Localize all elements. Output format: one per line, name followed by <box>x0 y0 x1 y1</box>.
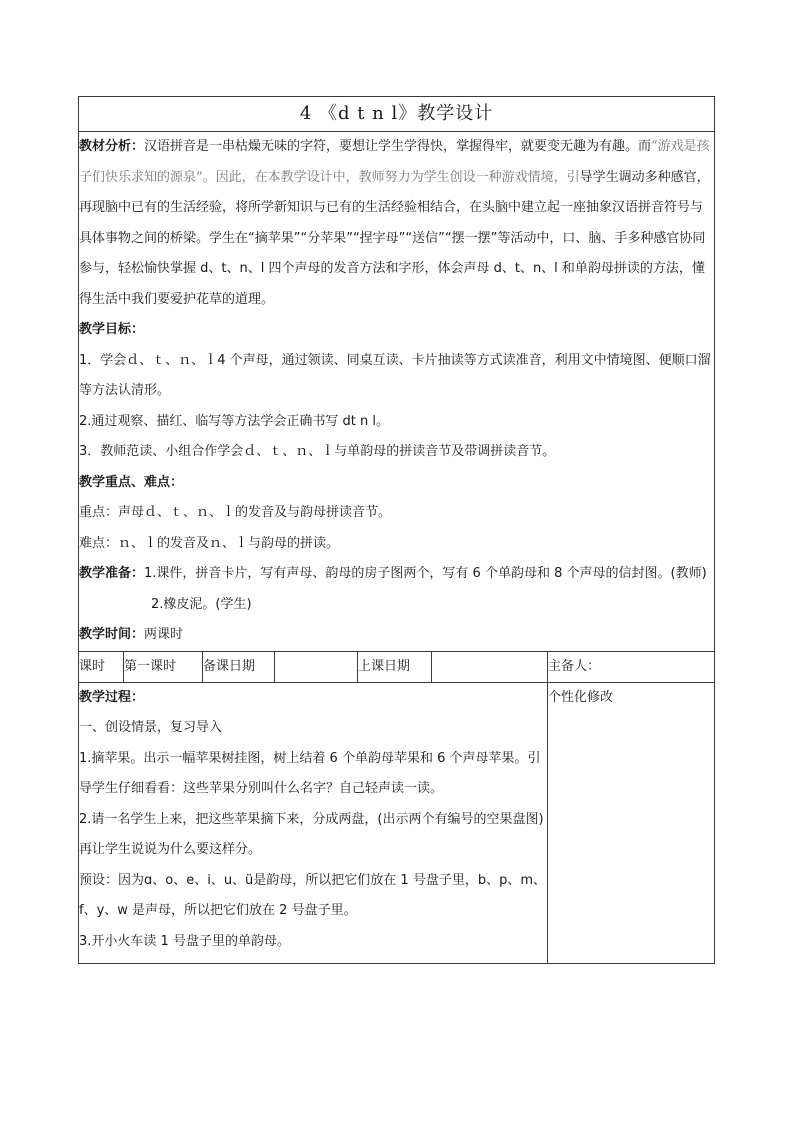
prep-date-label: 备课日期 <box>203 651 275 682</box>
process-item: 3.开小火车读 1 号盘子里的单韵母。 <box>79 933 290 949</box>
time-label: 教学时间： <box>79 627 145 642</box>
goal-item: 3．教师范读、小组合作学会ｄ、ｔ、ｎ、ｌ与单韵母的拼读音节及带调拼读音节。 <box>79 444 556 459</box>
period-value: 第一课时 <box>124 651 203 682</box>
difficulty-text: 难点：ｎ、ｌ的发音及ｎ、ｌ与韵母的拼读。 <box>79 535 340 551</box>
process-label: 教学过程： <box>79 689 145 705</box>
analysis-text-b: 导学生调动多种感官，再现脑中已有的生活经验，将所学新知识与已有的生活经验相结合，在头脑中建立起一座抽象汉语拼音符号与具体事物之间的桥梁。学生在“摘苹果”“分苹果”“捏字母”“送信”“摆一摆”等活动中，口、脑、手多种感官协同参与，轻松愉快掌握 d、t、n、l 四个声母的发音方法和字形，体会声母 d、t、n、l 和单韵母拼读的方法，懂得生活中我们要爱护花草的道理。 <box>79 169 710 307</box>
prep-label: 教学准备： <box>79 566 145 581</box>
analysis-quote: “游戏是孩子们快乐求知的源泉”。因此，在本教学设计中，教师努力为学生创设一种游戏情境，引 <box>79 139 710 185</box>
lead-preparer-label: 主备人： <box>548 651 715 682</box>
key-points-label: 教学重点、难点： <box>79 474 184 490</box>
focus-text: 重点：声母ｄ、ｔ、ｎ、ｌ的发音及与韵母拼读音节。 <box>79 505 392 520</box>
process-section <box>79 682 548 963</box>
process-item: 一、创设情景，复习导入 <box>79 720 223 735</box>
process-item: 2.请一名学生上来，把这些苹果摘下来，分成两盘，(出示两个有编号的空果盘图)再让学生说说为什么要这样分。 <box>79 811 544 857</box>
lesson-plan-table <box>78 96 715 964</box>
overview-section <box>79 132 715 652</box>
schedule-header-row <box>79 651 715 682</box>
prep-paragraph <box>79 559 714 590</box>
period-label: 课时 <box>79 651 124 682</box>
class-date-label: 上课日期 <box>358 651 432 682</box>
goal-item: 2.通过观察、描红、临写等方法学会正确书写 dt n l。 <box>79 413 390 429</box>
process-item: 预设：因为ɑ、o、e、i、u、ü是韵母，所以把它们放在 1 号盘子里，b、p、m、f、y、w 是声母，所以把它们放在 2 号盘子里。 <box>79 872 546 918</box>
goal-item: 1．学会ｄ、ｔ、ｎ、ｌ4 个声母，通过领读、同桌互读、卡片抽读等方式读准音，利用文中情境图、便顺口溜等方法认清形。 <box>79 352 711 398</box>
class-date-value <box>432 651 548 682</box>
time-paragraph <box>79 620 714 651</box>
personalized-edit-column: 个性化修改 <box>548 682 715 963</box>
document-title: 4 《d t n l》教学设计 <box>79 97 715 132</box>
analysis-text-a: 汉语拼音是一串枯燥无味的字符，要想让学生学得快，掌握得牢，就要变无趣为有趣。而 <box>144 139 652 154</box>
process-item: 1.摘苹果。出示一幅苹果树挂图，树上结着 6 个单韵母苹果和 6 个声母苹果。引导学生仔细看看：这些苹果分别叫什么名字？自己轻声读一读。 <box>79 750 541 796</box>
prep-line-2: 2.橡皮泥。(学生) <box>151 596 252 612</box>
time-value: 两课时 <box>144 627 184 642</box>
lesson-plan-page <box>78 96 714 964</box>
prep-line-1: 1.课件，拼音卡片，写有声母、韵母的房子图两个，写有 6 个单韵母和 8 个声母的信封图。(教师) <box>144 566 707 581</box>
analysis-label: 教材分析： <box>79 139 145 154</box>
analysis-paragraph <box>79 132 714 315</box>
goals-label: 教学目标： <box>79 322 145 337</box>
prep-date-value <box>275 651 358 682</box>
